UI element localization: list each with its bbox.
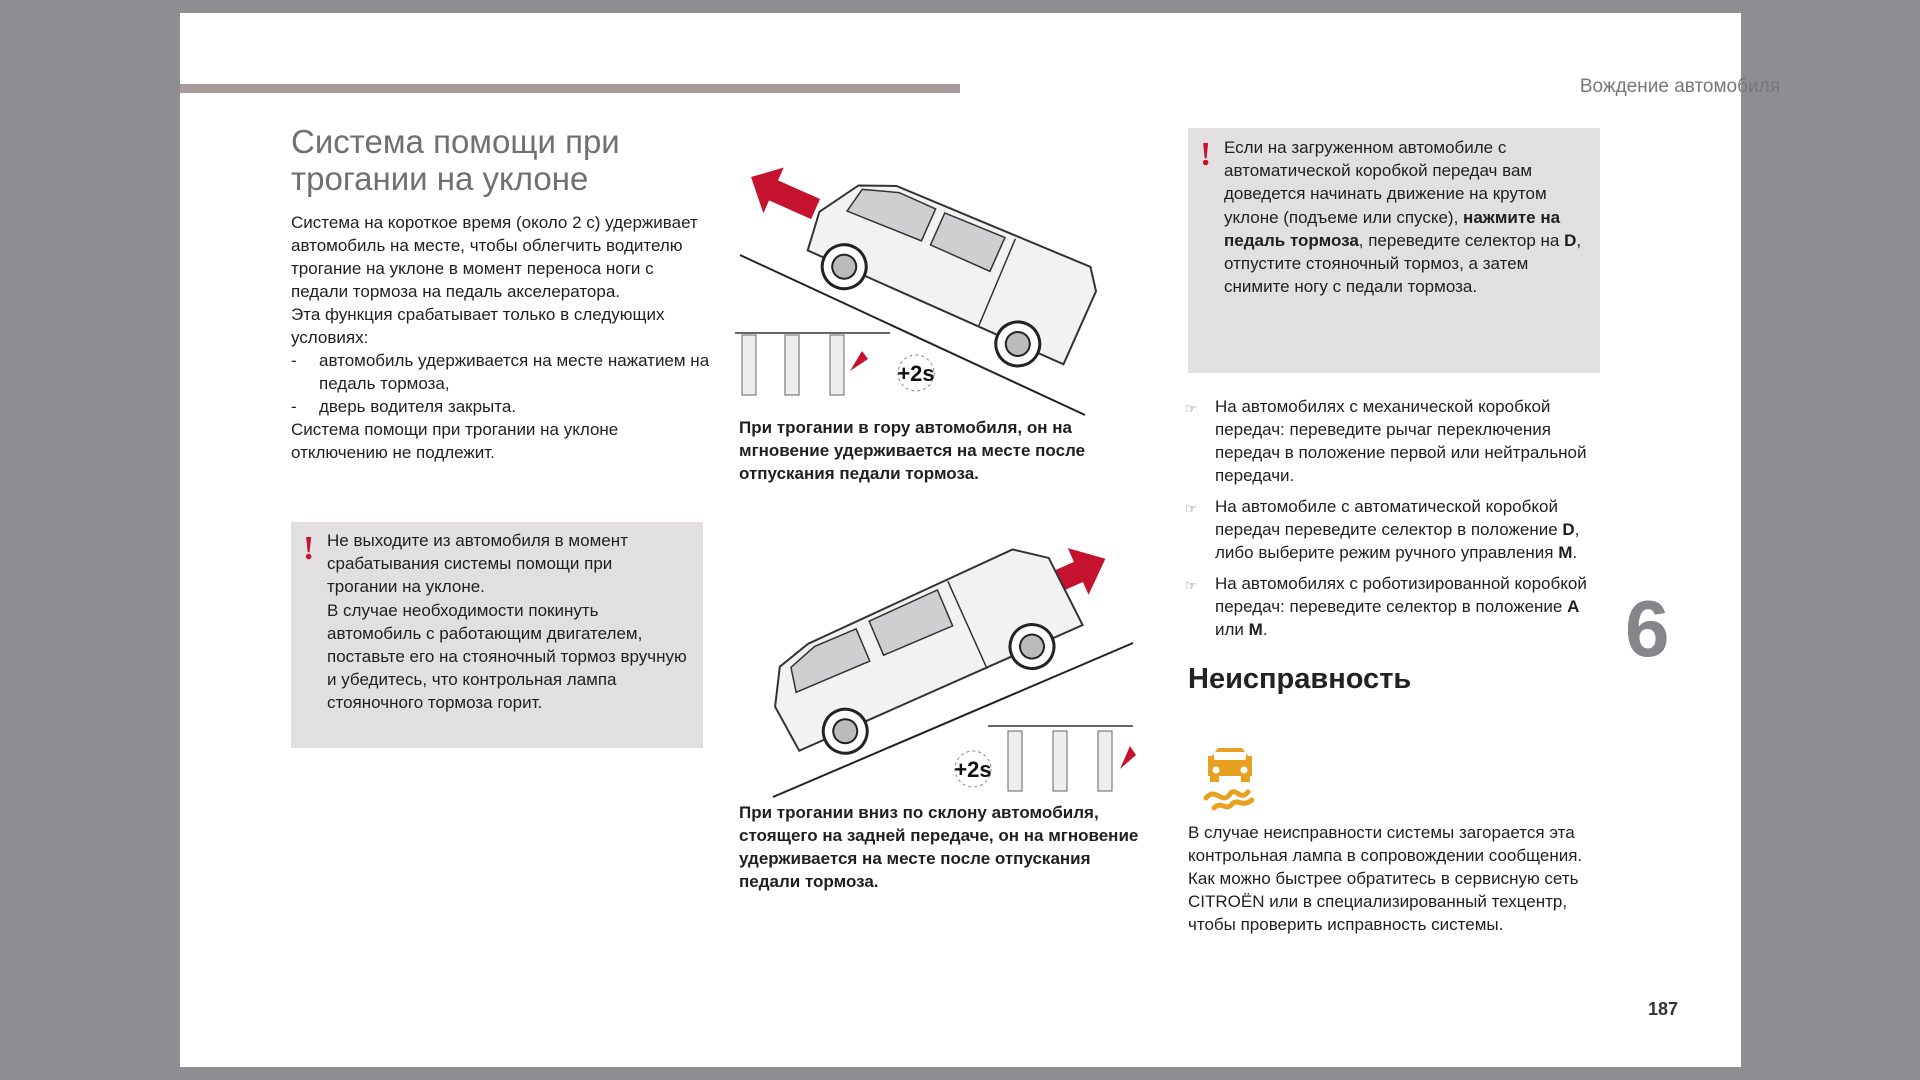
van-illustration <box>755 536 1093 773</box>
timer-badge: +2s <box>897 361 935 386</box>
pedals-icon <box>988 726 1136 791</box>
warning-icon: ! <box>1200 136 1212 173</box>
pedals-icon <box>735 333 890 395</box>
warning-text-part: , отпустите стояночный тормоз, а затем снимите ногу с педали тормоза. <box>1224 230 1582 297</box>
instruction-part: На автомобилях с роботизированной коробкой передач: переведите селектор в положение <box>1215 574 1587 616</box>
warning-box-loaded-vehicle <box>1188 128 1600 373</box>
intro-text <box>291 211 711 464</box>
list-dash: - <box>291 397 297 416</box>
intro-paragraph: Система на короткое время (около 2 с) удерживает автомобиль на месте, чтобы облегчить водителю трогание на уклоне в момент переноса ноги с педали тормоза на педаль акселератора. <box>291 213 698 301</box>
instruction-emphasis: D <box>1562 520 1575 539</box>
warning-text-part: Если на загруженном автомобиле с автоматической коробкой передач вам доведется начинать движение на крутом уклоне (подъеме или спуске), <box>1224 138 1547 227</box>
pointing-hand-icon: ☞ <box>1185 578 1197 593</box>
condition-text: автомобиль удерживается на месте нажатием на педаль тормоза, <box>319 351 710 393</box>
instruction-emphasis: A <box>1567 597 1580 616</box>
chapter-number: 6 <box>1625 584 1670 673</box>
list-item <box>1185 495 1605 564</box>
manual-page <box>180 13 1780 1067</box>
timer-badge: +2s <box>954 757 992 782</box>
page-title: Система помощи при трогании на уклоне <box>291 123 620 197</box>
intro-paragraph: Система помощи при трогании на уклоне отключению не подлежит. <box>291 420 619 462</box>
condition-text: дверь водителя закрыта. <box>319 397 517 416</box>
downhill-start-illustration <box>738 531 1138 801</box>
instruction-text <box>1215 495 1605 564</box>
instruction-part: или <box>1215 620 1249 639</box>
warning-icon: ! <box>303 530 315 567</box>
instruction-text <box>1215 572 1605 641</box>
instruction-emphasis: M <box>1248 620 1263 639</box>
pointing-hand-icon: ☞ <box>1185 401 1197 416</box>
arrow-icon <box>740 157 826 232</box>
warning-text-emphasis: D <box>1564 230 1577 250</box>
intro-paragraph: Эта функция срабатывает только в следующих условиях: <box>291 305 665 347</box>
warning-text <box>327 529 687 715</box>
instruction-part: На автомобиле с автоматической коробкой передач переведите селектор в положение <box>1215 497 1563 539</box>
uphill-start-illustration <box>730 153 1130 423</box>
instruction-part: . <box>1262 620 1268 639</box>
list-dash: - <box>291 351 297 370</box>
warning-line: Не выходите из автомобиля в момент срабатывания системы помощи при трогании на уклоне. <box>327 531 628 597</box>
page-number: 187 <box>1648 999 1679 1019</box>
header-bar <box>180 84 960 93</box>
warning-text-part: , переведите селектор на <box>1358 230 1565 250</box>
uphill-caption: При трогании в гору автомобиля, он на мгновение удерживается на месте после отпускания педали тормоза. <box>739 418 1086 483</box>
warning-box-exit <box>291 522 703 748</box>
fault-heading: Неисправность <box>1188 663 1412 695</box>
skid-warning-lamp-icon <box>1200 746 1260 812</box>
section-title: Вождение автомобиля <box>1579 76 1780 97</box>
instruction-emphasis: M <box>1558 543 1573 562</box>
condition-item <box>291 349 711 395</box>
condition-item <box>291 395 711 418</box>
downhill-caption: При трогании вниз по склону автомобиля, стоящего на задней передаче, он на мгновение удерживается на месте после отпускания педали тормоза. <box>739 803 1139 891</box>
fault-text: В случае неисправности системы загорается эта контрольная лампа в сопровождении сообщения. Как можно быстрее обратитесь в сервисную сеть CITROËN или в специализированный техцентр, чтобы проверить исправность системы. <box>1188 823 1583 934</box>
instruction-list <box>1185 395 1605 649</box>
instruction-text: На автомобилях с механической коробкой передач: переведите рычаг переключения передач в положение первой или нейтральной передачи. <box>1215 397 1587 485</box>
pointing-hand-icon: ☞ <box>1185 501 1197 516</box>
instruction-part: , либо выберите режим ручного управления <box>1215 520 1580 562</box>
warning-text <box>1224 136 1584 298</box>
instruction-part: . <box>1572 543 1578 562</box>
list-item <box>1185 395 1605 487</box>
warning-line: В случае необходимости покинуть автомобиль с работающим двигателем, поставьте его на стояночный тормоз вручную и убедитесь, что контрольная лампа стояночного тормоза горит. <box>327 600 687 713</box>
warning-text-emphasis: нажмите на педаль тормоза <box>1224 207 1561 250</box>
list-item <box>1185 572 1605 641</box>
